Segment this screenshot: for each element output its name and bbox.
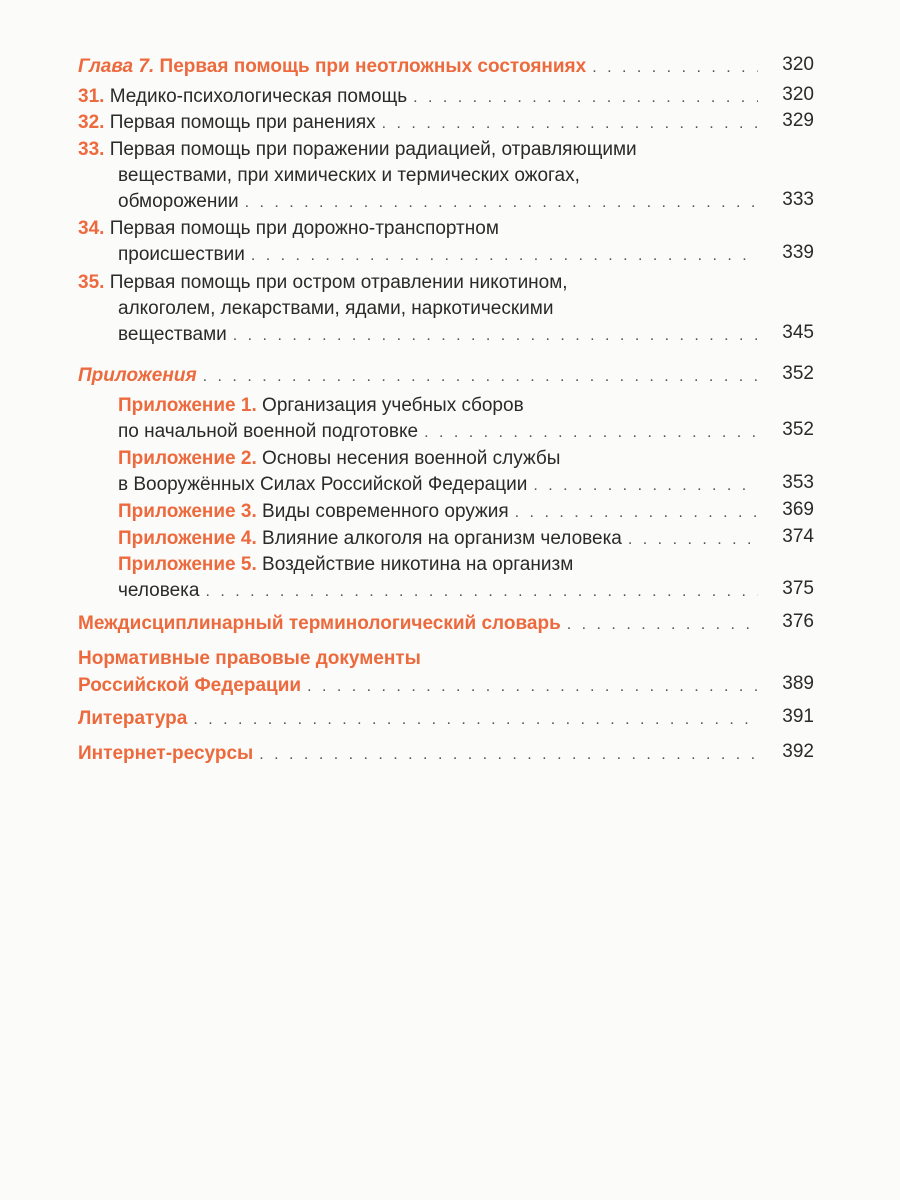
page-number: 352 [782,363,814,384]
chapter-title: Первая помощь при неотложных состояниях [159,56,587,77]
leader-dots [592,55,758,81]
appendix-title: Влияние алкоголя на организм человека [262,528,622,549]
item-title: Медико-психологическая помощь [109,86,408,107]
appendix-title: Виды современного оружия [262,501,509,522]
section-title: Литература [78,708,188,729]
item-number: 31. [78,86,105,107]
leader-dots [245,190,758,216]
item-title-line-2: веществами, при химических и термических ожогах, [118,165,580,186]
appendix-label: Приложение 1. [118,395,257,416]
leader-dots [628,527,758,553]
item-number: 35. [78,272,105,293]
page-number: 376 [782,611,814,632]
page-number: 333 [782,189,814,210]
leader-dots [233,323,758,349]
page-number: 375 [782,578,814,599]
item-title: Первая помощь при ранениях [109,112,376,133]
item-title-line-1: Первая помощь при дорожно-транспортном [109,218,499,239]
appendix-title-line-2: человека [118,580,200,601]
section-title: Междисциплинарный терминологический словарь [78,613,561,634]
appendix-title-line-1: Организация учебных сборов [262,395,524,416]
leader-dots [193,707,758,733]
item-number: 32. [78,112,105,133]
leader-dots [205,579,758,605]
leader-dots [251,243,758,269]
item-number: 34. [78,218,105,239]
leader-dots [533,473,758,499]
leader-dots [203,364,758,390]
item-title-line-3: веществами [118,324,227,345]
item-number: 33. [78,139,105,160]
page-number: 320 [782,84,814,105]
appendices-title: Приложения [78,365,197,386]
chapter-prefix: Глава 7. [78,56,155,77]
leader-dots [382,111,758,137]
item-title-line-3: обморожении [118,191,239,212]
item-title-line-2: происшествии [118,244,245,265]
section-title-line-1: Нормативные правовые документы [78,648,421,669]
page-number: 329 [782,110,814,131]
page-number: 392 [782,741,814,762]
page-number: 352 [782,419,814,440]
leader-dots [413,85,758,111]
item-title-line-1: Первая помощь при остром отравлении никотином, [109,272,568,293]
item-title-line-1: Первая помощь при поражении радиацией, отравляющими [109,139,637,160]
page-number: 369 [782,499,814,520]
appendix-label: Приложение 2. [118,448,257,469]
appendix-title-line-1: Основы несения военной службы [262,448,561,469]
page-number: 353 [782,472,814,493]
appendix-title-line-2: в Вооружённых Силах Российской Федерации [118,474,528,495]
appendix-label: Приложение 5. [118,554,257,575]
appendix-title-line-2: по начальной военной подготовке [118,421,419,442]
section-title-line-2: Российской Федерации [78,675,302,696]
section-title: Интернет-ресурсы [78,743,254,764]
item-title-line-2: алкоголем, лекарствами, ядами, наркотическими [118,298,554,319]
page-number: 389 [782,673,814,694]
page-number: 339 [782,242,814,263]
appendix-label: Приложение 3. [118,501,257,522]
page-number: 320 [782,54,814,75]
appendix-label: Приложение 4. [118,528,257,549]
leader-dots [567,612,758,638]
page-number: 345 [782,322,814,343]
leader-dots [424,420,758,446]
page-number: 391 [782,706,814,727]
appendix-title-line-1: Воздействие никотина на организм [262,554,574,575]
leader-dots [307,674,758,700]
leader-dots [259,742,758,768]
leader-dots [515,500,758,526]
page-number: 374 [782,526,814,547]
